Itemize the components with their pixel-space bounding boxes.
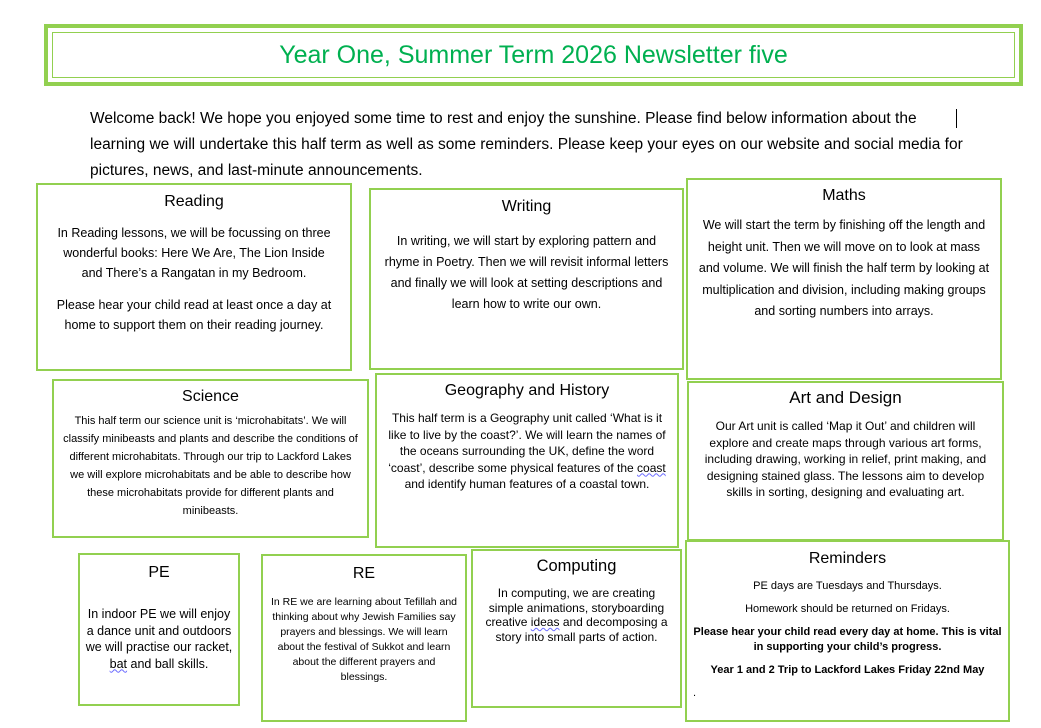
reminder-homework: Homework should be returned on Fridays. [745,603,950,615]
intro-paragraph: Welcome back! We hope you enjoyed some time to rest and enjoy the sunshine. Please find below information about the learning we will undertake this half term as well as some reminders. Please keep your eyes on our website and social media for pictures, news, and last-minute announcements. [90,110,963,179]
art-text: Our Art unit is called ‘Map it Out’ and children will explore and create maps through various art forms, including drawing, working in relief, print making, and designing stained glass. The lessons aim to develop skills in sorting, designing and evaluating art. [704,419,987,499]
geography-text [385,410,669,493]
geography-text-coast: coast [637,460,666,475]
computing-text-ideas: ideas [530,615,560,629]
newsletter-title: Year One, Summer Term 2026 Newsletter five [279,40,788,69]
maths-heading: Maths [822,187,866,204]
computing-box [471,549,682,708]
writing-box [369,188,684,370]
science-text: This half term our science unit is ‘microhabitats’. We will classify minibeasts and plants and describe the conditions of different microhabitats. Through our trip to Lackford Lakes we will explore microhabitats and be able to describe how these microhabitats provide for different plants and minibeasts. [63,415,358,517]
maths-text: We will start the term by finishing off the length and height unit. Then we will move on to look at mass and volume. We will finish the half term by looking at multiplication and division, including making groups and sorting numbers into arrays. [698,218,990,318]
pe-text [84,606,234,672]
pe-heading: PE [148,564,170,581]
reading-text-2: Please hear your child read at least once a day at home to support them on their reading journey. [56,298,332,332]
reading-text-1: In Reading lessons, we will be focussing on three wonderful books: Here We Are, The Lion Inside and There’s a Rangatan in my Bedroom. [57,226,331,280]
geography-text-a: This half term is a Geography unit called ‘What is it like to live by the coast?’. We will learn the names of the oceans surrounding the UK, define the word ‘coast’, describe some physical features of the [388,411,666,475]
science-box [52,379,369,538]
reminders-heading: Reminders [808,550,887,567]
geography-heading [385,382,669,400]
writing-text: In writing, we will start by exploring pattern and rhyme in Poetry. Then we will revisit informal letters and finally we will look at setting descriptions and learn how to write our own. [384,234,669,311]
reading-heading: Reading [164,193,224,210]
geography-history-box [375,373,679,548]
reminder-trip: Year 1 and 2 Trip to Lackford Lakes Friday 22nd May [710,664,985,676]
text-cursor [956,109,957,128]
computing-text [481,586,672,644]
art-design-box [687,381,1004,541]
reminder-dot: . [693,687,697,699]
pe-text-a: In indoor PE we will enjoy a dance unit and outdoors we will practise our racket, [85,607,233,654]
pe-box [78,553,240,706]
art-heading: Art and Design [789,388,902,407]
reminder-reading: Please hear your child read every day at home. This is vital in supporting your child’s progress. [693,626,1002,653]
reading-box [36,183,352,371]
maths-box [686,178,1002,380]
reminder-pe-days: PE days are Tuesdays and Thursdays. [753,580,942,592]
pe-text-c: and ball skills. [127,656,209,671]
reminders-box [685,540,1010,722]
newsletter-title-box [44,24,1023,86]
computing-text-c: and decomposing a story into small parts of action. [495,615,668,644]
science-heading: Science [182,388,239,405]
writing-heading: Writing [501,198,552,215]
computing-heading: Computing [536,557,617,575]
re-heading: RE [352,565,376,582]
computing-text-a: In computing, we are creating simple animations, storyboarding creative [485,586,665,629]
re-text: In RE we are learning about Tefillah and thinking about why Jewish Families say prayers and blessings. We will learn about the festival of Sukkot and learn about the different prayers and blessings. [271,596,458,683]
geography-text-c: and identify human features of a coastal town. [404,477,650,491]
geography-heading-text: Geography and History [444,382,610,399]
pe-text-bat: bat [109,656,128,671]
re-box [261,554,467,722]
